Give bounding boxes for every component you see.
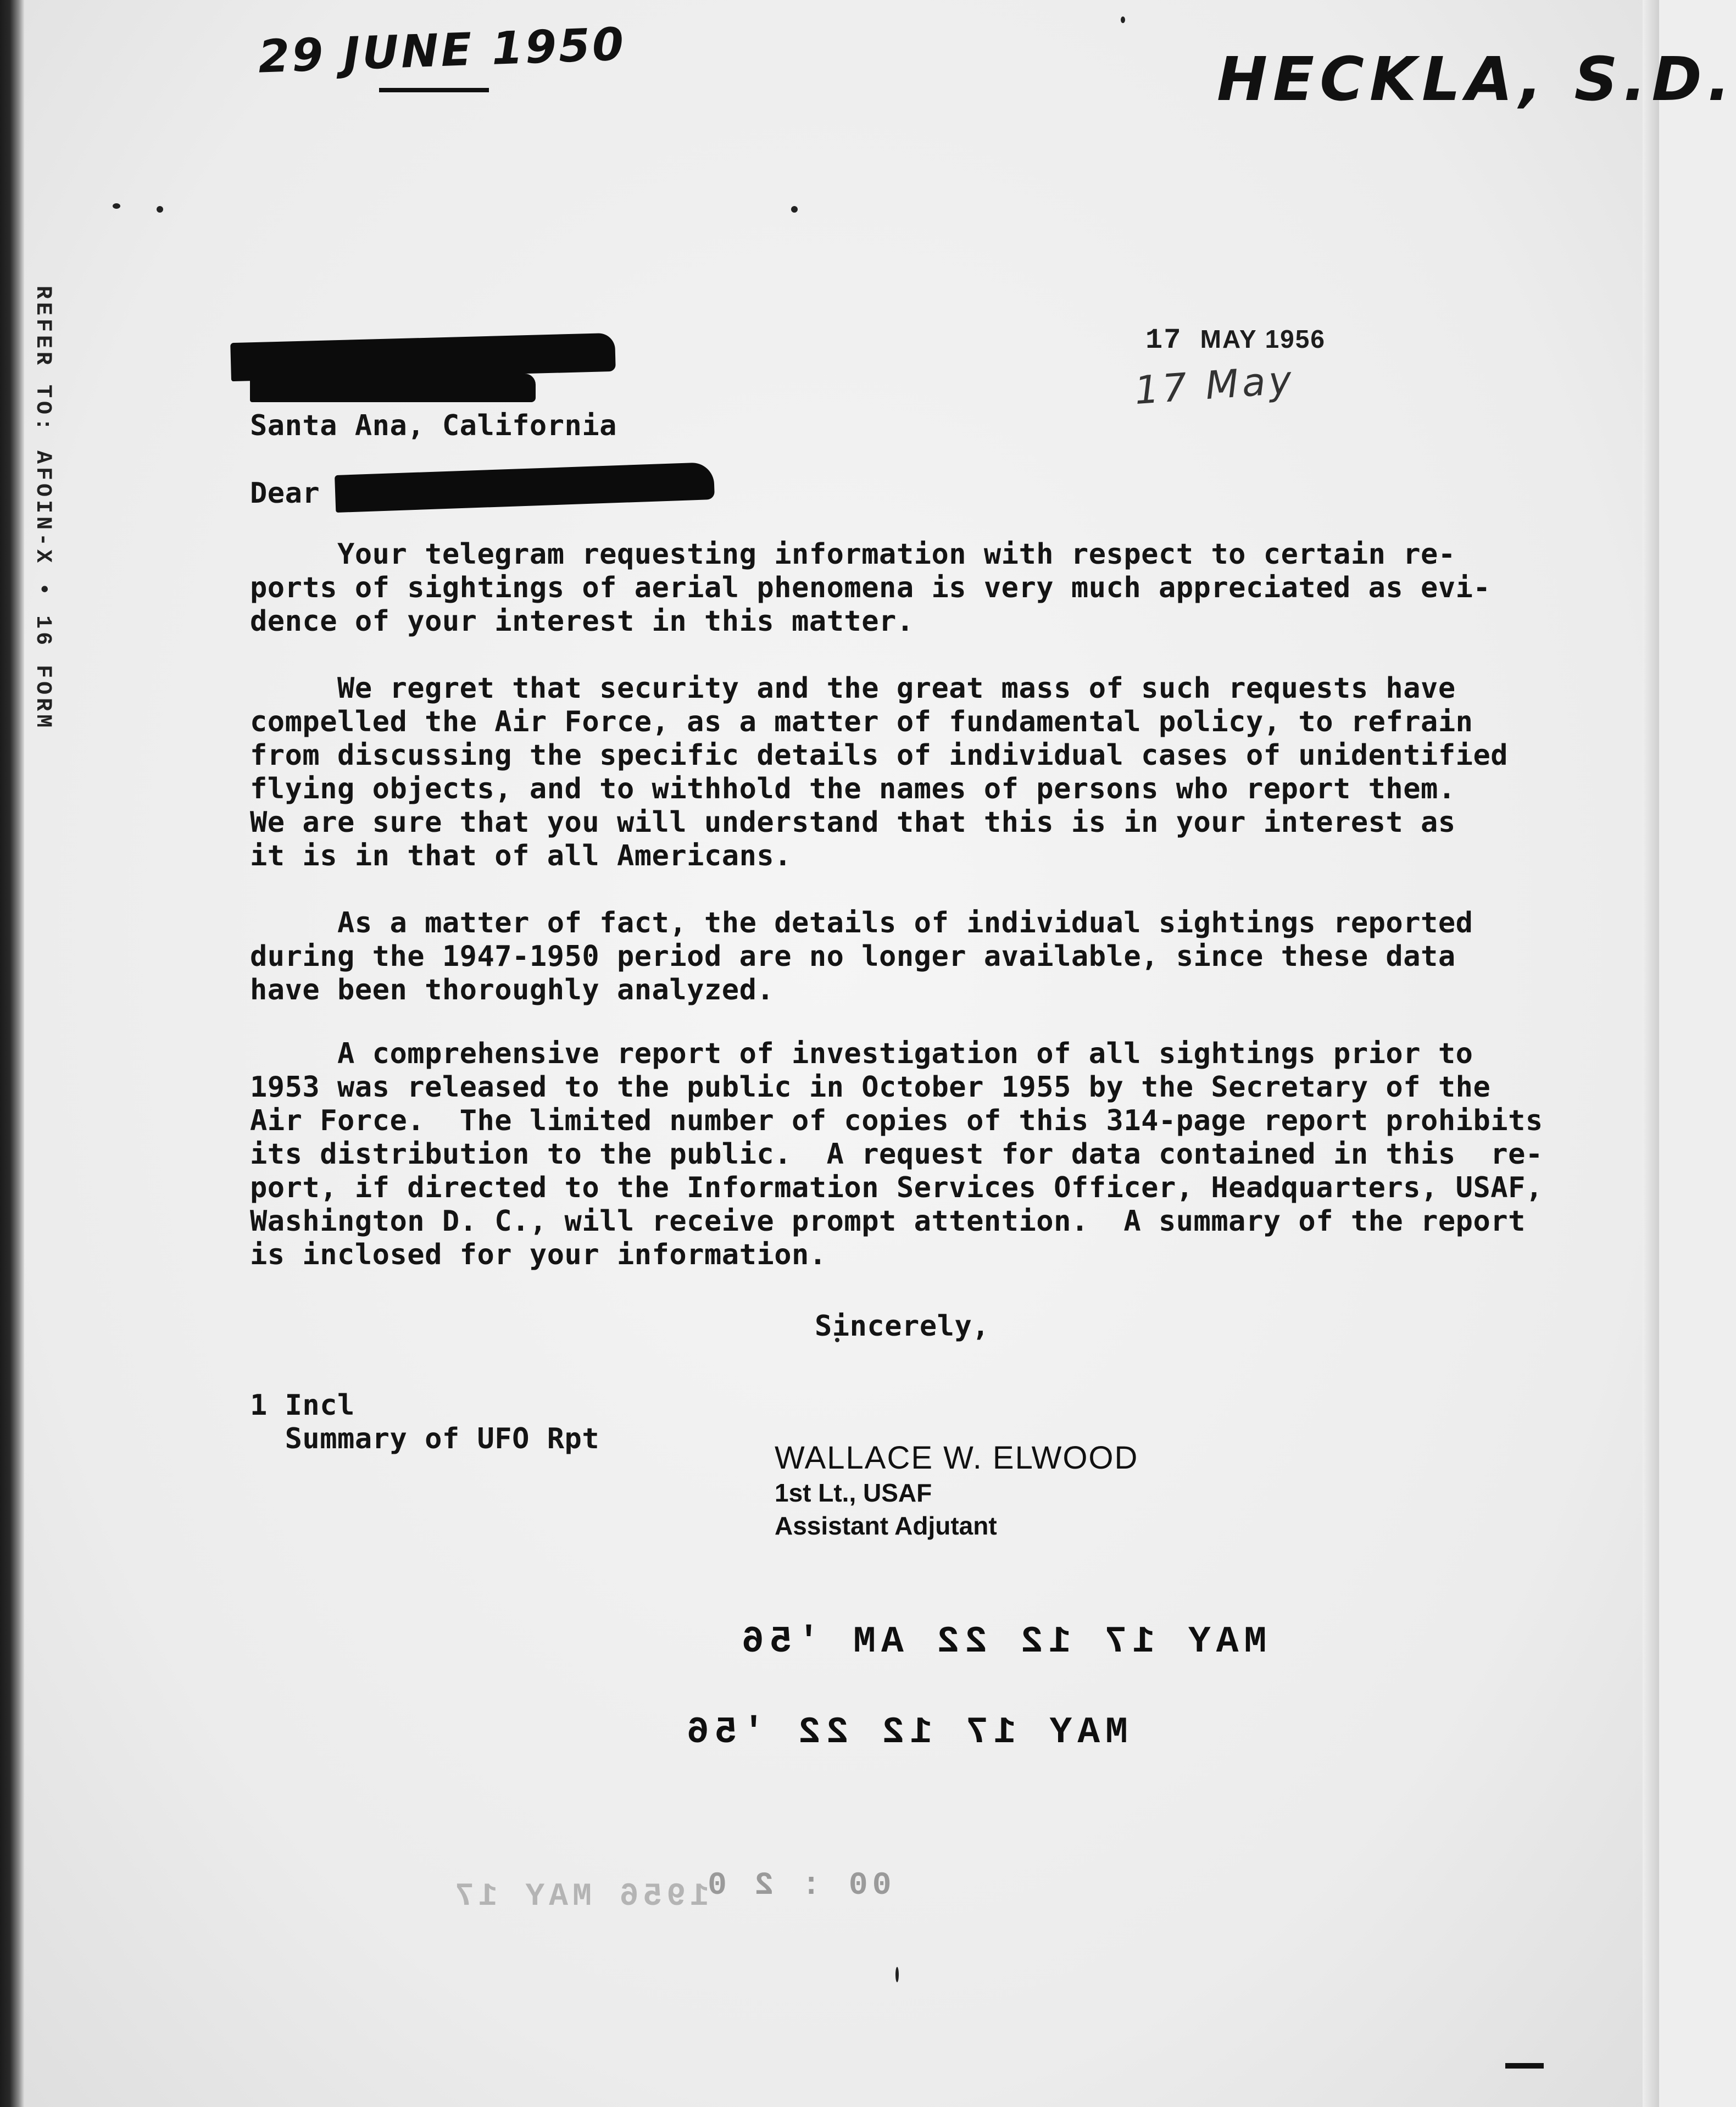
speck-2 bbox=[157, 206, 163, 213]
redaction-street bbox=[250, 374, 536, 402]
date-stamp bbox=[1145, 324, 1326, 357]
body-paragraph-3: As a matter of fact, the details of individual sightings reported during the 1947-1950 period are no longer available, since these data have been thoroughly analyzed. bbox=[250, 907, 1473, 1007]
speck-3 bbox=[791, 206, 798, 213]
handwritten-name: HECKLA, S.D. bbox=[1217, 44, 1736, 114]
handwritten-date: 29 JUNE 1950 bbox=[257, 18, 627, 84]
received-stamp-faint-2: 00 : 2 0 bbox=[703, 1868, 892, 1904]
speck-4 bbox=[1121, 16, 1125, 23]
received-stamp-faint: 1956 MAY 17 bbox=[450, 1879, 709, 1915]
signature-block bbox=[775, 1439, 1138, 1542]
date-stamp-month-year: MAY 1956 bbox=[1200, 325, 1326, 353]
corner-mark bbox=[1505, 2063, 1544, 2069]
handwritten-underline bbox=[379, 88, 489, 92]
enclosure-count: 1 Incl bbox=[250, 1389, 355, 1422]
signature-rank: 1st Lt., USAF bbox=[775, 1478, 932, 1507]
closing: Sincerely, bbox=[815, 1310, 990, 1343]
handwritten-stamp-date: 17 May bbox=[1133, 357, 1297, 414]
scan-right-edge bbox=[1643, 0, 1659, 2107]
enclosure-block bbox=[250, 1389, 599, 1456]
received-stamp-2: MAY 17 12 22 '56 bbox=[681, 1711, 1128, 1754]
margin-form-text: REFER TO: AFOIN-X • 16 FORM bbox=[30, 286, 55, 731]
body-paragraph-4: A comprehensive report of investigation of all sightings prior to 1953 was released to the public in October 1955 by the Secretary of the Air Force. The limited number of copies of this 314-page report prohibits its distribution to the public. A request for data contained in this re- port, if directed to the Information Services Officer, Headquarters, USAF, Washington D. C., will receive prompt attention. A summary of the report is inclosed for your information. bbox=[250, 1037, 1543, 1271]
received-stamp-1: MAY 17 12 22 AM '56 bbox=[736, 1621, 1267, 1663]
speck-6 bbox=[895, 1967, 899, 1982]
salutation: Dear bbox=[250, 477, 320, 510]
enclosure-description: Summary of UFO Rpt bbox=[250, 1422, 600, 1455]
body-paragraph-1: Your telegram requesting information with respect to certain re- ports of sightings of aerial phenomena is very much appreciated as evi- dence of your interest in this matter. bbox=[250, 538, 1491, 638]
body-paragraph-2: We regret that security and the great mass of such requests have compelled the Air Force, as a matter of fundamental policy, to refrain from discussing the specific details of individual cases of unidentified flying objects, and to withhold the names of persons who report them. We are sure that you will understand that this is in your interest as it is in that of all Americans. bbox=[250, 672, 1509, 872]
redaction-salutation-name bbox=[335, 462, 715, 513]
scan-left-edge bbox=[0, 0, 24, 2107]
address-city: Santa Ana, California bbox=[250, 409, 617, 442]
signature-name: WALLACE W. ELWOOD bbox=[775, 1440, 1139, 1476]
date-stamp-day: 17 bbox=[1145, 324, 1182, 357]
speck-1 bbox=[113, 203, 120, 209]
signature-title: Assistant Adjutant bbox=[775, 1511, 997, 1540]
